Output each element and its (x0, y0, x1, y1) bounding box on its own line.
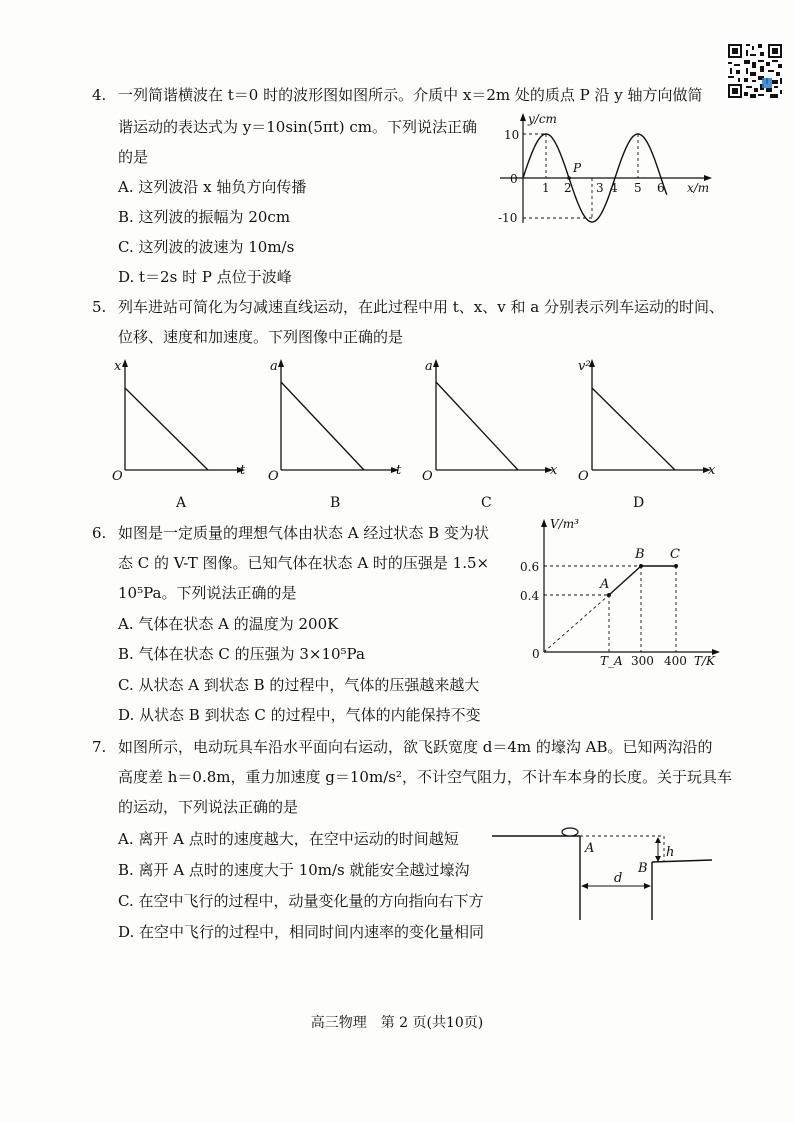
q4-point-p (567, 176, 571, 180)
q5-graph-d-xlabel: x (708, 463, 716, 478)
q5-graph-d-origin: O (578, 469, 589, 484)
q5-graph-c-line (436, 382, 518, 470)
q5-graph-d-caption: D (633, 495, 645, 511)
q7-stem-line2: 高度差 h＝0.8m，重力加速度 g＝10m/s²，不计空气阻力，不计车本身的长度。关于玩具车 (118, 768, 732, 786)
q4-x-tick-1: 1 (542, 181, 550, 195)
q6-y-tick-04: 0.4 (520, 589, 540, 603)
q6-option-d: D. 从状态 B 到状态 C 的过程中，气体的内能保持不变 (118, 706, 481, 724)
q5-graph-b-line (281, 382, 364, 470)
q4-stem-line3: 的是 (118, 148, 149, 166)
q5-graphs (100, 350, 740, 520)
q5-graph-c-ylabel: a (425, 359, 433, 374)
q7-label-d: d (614, 871, 623, 886)
q5-graph-c-origin: O (422, 469, 433, 484)
q7-option-d: D. 在空中飞行的过程中，相同时间内速率的变化量相同 (118, 923, 485, 941)
q6-label-c: C (670, 547, 680, 562)
q4-option-a: A. 这列波沿 x 轴负方向传播 (118, 178, 307, 196)
q7-option-a: A. 离开 A 点时的速度越大，在空中运动的时间越短 (118, 830, 459, 848)
q7-stem-line1: 如图所示，电动玩具车沿水平面向右运动，欲飞跃宽度 d＝4m 的壕沟 AB。已知两沟沿的 (118, 738, 713, 756)
q4-x-tick-5: 5 (634, 181, 642, 195)
q4-x-label: x/m (687, 181, 710, 195)
q5-stem-line2: 位移、速度和加速度。下列图像中正确的是 (118, 328, 404, 346)
q6-x-label: T/K (694, 654, 716, 668)
q4-y-label: y/cm (528, 112, 557, 126)
q6-extrapolation-line (544, 595, 609, 652)
q6-option-c: C. 从状态 A 到状态 B 的过程中，气体的压强越来越大 (118, 676, 480, 694)
q7-number: 7. (92, 738, 107, 756)
q5-graph-a-line (125, 388, 208, 470)
q5-graph-a-xlabel: t (240, 463, 246, 478)
q7-ditch-figure (488, 820, 718, 925)
q4-y-tick-neg10: -10 (498, 211, 518, 225)
q5-graph-a-origin: O (112, 469, 123, 484)
q6-x-tick-ta: T_A (600, 654, 623, 668)
q4-stem-line1: 一列简谐横波在 t＝0 时的波形图如图所示。介质中 x＝2m 处的质点 P 沿 y 轴方向做简 (118, 86, 703, 104)
q6-origin-label: 0 (532, 647, 540, 661)
q6-point-b (639, 564, 643, 568)
q7-label-b: B (638, 861, 648, 876)
q4-x-tick-2: 2 (564, 181, 572, 195)
q4-origin-label: 0 (510, 172, 518, 186)
q4-point-p-label: P (573, 161, 582, 175)
q4-number: 4. (92, 86, 107, 104)
q5-graph-b-ylabel: a (270, 359, 278, 374)
q5-stem-line1: 列车进站可简化为匀减速直线运动，在此过程中用 t、x、v 和 a 分别表示列车运动的时间、 (118, 298, 724, 316)
qr-code (726, 42, 784, 100)
q6-x-tick-400: 400 (664, 654, 687, 668)
q5-graph-a-ylabel: x (114, 359, 122, 374)
page-footer: 高三物理 第 2 页(共10页) (310, 1015, 484, 1031)
q6-point-a (607, 593, 611, 597)
q5-graph-b-origin: O (268, 469, 279, 484)
q4-x-tick-3: 3 (596, 181, 604, 195)
q4-wave-graph (490, 108, 720, 228)
q5-graph-b-caption: B (330, 495, 341, 511)
q6-stem-line1: 如图是一定质量的理想气体由状态 A 经过状态 B 变为状 (118, 524, 489, 542)
q6-line-ab (609, 566, 641, 595)
q6-x-tick-300: 300 (631, 654, 654, 668)
q6-stem-line3: 10⁵Pa。下列说法正确的是 (118, 584, 297, 602)
q4-x-tick-4: 4 (610, 181, 618, 195)
q6-y-tick-06: 0.6 (520, 560, 540, 574)
q5-graph-a-caption: A (176, 495, 187, 511)
q6-stem-line2: 态 C 的 V-T 图像。已知气体在状态 A 时的压强是 1.5× (118, 554, 490, 572)
q6-option-b: B. 气体在状态 C 的压强为 3×10⁵Pa (118, 645, 365, 663)
q7-option-c: C. 在空中飞行的过程中，动量变化量的方向指向右下方 (118, 892, 484, 910)
q4-y-tick-10: 10 (504, 128, 520, 142)
q4-option-c: C. 这列波的波速为 10m/s (118, 238, 295, 256)
q7-label-h: h (666, 845, 675, 860)
q5-graph-c-xlabel: x (550, 463, 558, 478)
q7-toy-car (562, 828, 578, 836)
q7-option-b: B. 离开 A 点时的速度大于 10m/s 就能安全越过壕沟 (118, 861, 470, 879)
q6-vt-graph (520, 512, 730, 672)
q4-stem-line2: 谐运动的表达式为 y＝10sin(5πt) cm。下列说法正确 (118, 118, 478, 136)
q5-graph-d-line (592, 388, 675, 470)
q6-y-label: V/m³ (550, 517, 579, 531)
q6-label-a: A (600, 577, 610, 592)
q6-option-a: A. 气体在状态 A 的温度为 200K (118, 615, 339, 633)
q4-option-b: B. 这列波的振幅为 20cm (118, 208, 291, 226)
q5-graph-b-xlabel: t (396, 463, 402, 478)
q6-point-c (674, 564, 678, 568)
q4-x-tick-6: 6 (657, 181, 665, 195)
q7-stem-line3: 的运动，下列说法正确的是 (118, 798, 299, 816)
q6-number: 6. (92, 524, 107, 542)
q5-graph-c-caption: C (481, 495, 492, 511)
q7-ground-right (652, 860, 712, 862)
q7-label-a: A (585, 841, 595, 856)
q5-graph-d-ylabel: v² (578, 359, 591, 374)
q4-option-d: D. t＝2s 时 P 点位于波峰 (118, 268, 292, 286)
q6-label-b: B (635, 547, 645, 562)
q5-number: 5. (92, 298, 107, 316)
